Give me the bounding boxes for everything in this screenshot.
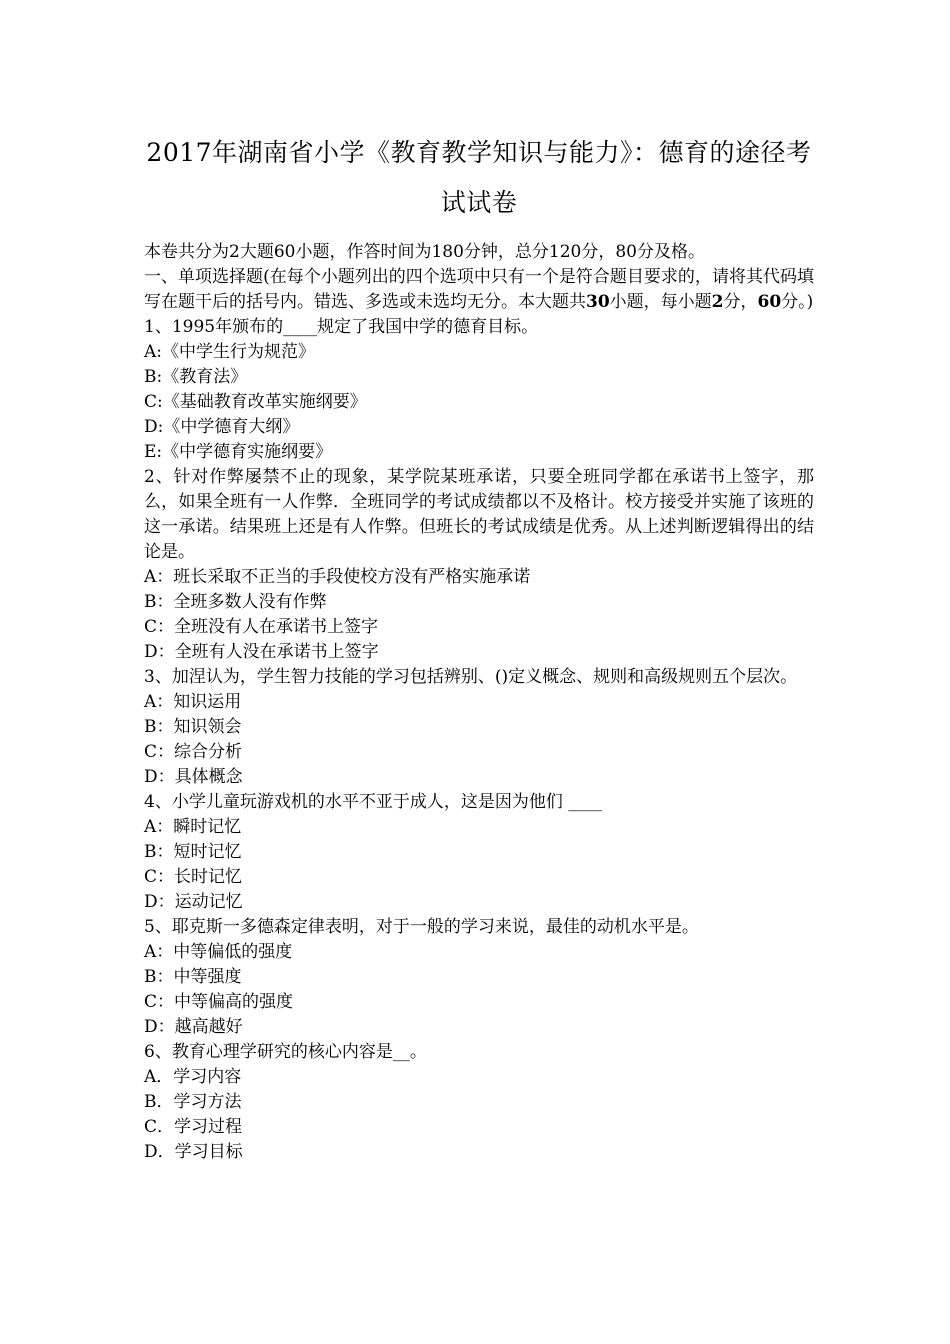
document-body bbox=[144, 240, 814, 1165]
question-option: B：中等强度 bbox=[144, 967, 242, 987]
question-option: D：全班有人没在承诺书上签字 bbox=[144, 642, 379, 662]
section-heading bbox=[144, 265, 814, 315]
question-stem: 3、加涅认为，学生智力技能的学习包括辨别、()定义概念、规则和高级规则五个层次。 bbox=[144, 667, 798, 687]
question-6 bbox=[144, 1040, 814, 1165]
question-option: A：中等偏低的强度 bbox=[144, 942, 293, 962]
question-option: D．学习目标 bbox=[144, 1142, 243, 1162]
question-2 bbox=[144, 465, 814, 665]
question-4 bbox=[144, 790, 814, 915]
question-5 bbox=[144, 915, 814, 1040]
question-option: C：中等偏高的强度 bbox=[144, 992, 294, 1012]
question-option: B．学习方法 bbox=[144, 1092, 242, 1112]
title-line-2: 试试卷 bbox=[440, 188, 518, 217]
question-stem: 4、小学儿童玩游戏机的水平不亚于成人，这是因为他们 ____ bbox=[144, 792, 603, 812]
question-option: C:《基础教育改革实施纲要》 bbox=[144, 392, 367, 412]
question-option: E:《中学德育实施纲要》 bbox=[144, 442, 333, 462]
question-option: C：长时记忆 bbox=[144, 867, 243, 887]
section-question-count: 30 bbox=[586, 292, 610, 312]
question-option: A：班长采取不正当的手段使校方没有严格实施承诺 bbox=[144, 567, 531, 587]
question-option: C：全班没有人在承诺书上签字 bbox=[144, 617, 379, 637]
question-option: B：知识领会 bbox=[144, 717, 242, 737]
document-title bbox=[144, 128, 814, 228]
section-heading-text-3: 分， bbox=[723, 292, 758, 312]
question-stem: 6、教育心理学研究的核心内容是__。 bbox=[144, 1042, 427, 1062]
question-option: D:《中学德育大纲》 bbox=[144, 417, 300, 437]
question-1 bbox=[144, 315, 814, 465]
section-question-score: 2 bbox=[711, 292, 724, 312]
question-list bbox=[144, 315, 814, 1165]
question-option: A:《中学生行为规范》 bbox=[144, 342, 316, 362]
question-option: C：综合分析 bbox=[144, 742, 243, 762]
question-stem: 2、针对作弊屡禁不止的现象，某学院某班承诺，只要全班同学都在承诺书上签字，那么，如果全班有一人作弊．全班同学的考试成绩都以不及格计。校方接受并实施了该班的这一承诺。结果班上还是有人作弊。但班长的考试成绩是优秀。从上述判断逻辑得出的结论是。 bbox=[144, 467, 814, 562]
question-option: B：全班多数人没有作弊 bbox=[144, 592, 327, 612]
section-heading-text-4: 分。) bbox=[781, 292, 814, 312]
question-option: A：知识运用 bbox=[144, 692, 242, 712]
title-line-1: 2017年湖南省小学《教育教学知识与能力》：德育的途径考 bbox=[146, 138, 812, 167]
exam-intro: 本卷共分为2大题60小题，作答时间为180分钟，总分120分，80分及格。 bbox=[144, 242, 705, 262]
question-option: A：瞬时记忆 bbox=[144, 817, 242, 837]
question-option: B：短时记忆 bbox=[144, 842, 242, 862]
question-option: D：运动记忆 bbox=[144, 892, 243, 912]
question-option: B:《教育法》 bbox=[144, 367, 248, 387]
question-3 bbox=[144, 665, 814, 790]
question-stem: 1、1995年颁布的____规定了我国中学的德育目标。 bbox=[144, 317, 539, 337]
document-page bbox=[144, 128, 814, 1165]
section-heading-text-1: 一、单项选择题(在每个小题列出的四个选项中只有一个是符合题目要求的，请将其代码填写在题干后的括号内。错选、多选或未选均无分。本大题共 bbox=[144, 267, 814, 312]
question-stem: 5、耶克斯一多德森定律表明，对于一般的学习来说，最佳的动机水平是。 bbox=[144, 917, 699, 937]
question-option: C．学习过程 bbox=[144, 1117, 243, 1137]
question-option: A．学习内容 bbox=[144, 1067, 242, 1087]
question-option: D：越高越好 bbox=[144, 1017, 243, 1037]
section-heading-text-2: 小题，每小题 bbox=[609, 292, 712, 312]
section-total-score: 60 bbox=[757, 292, 782, 312]
question-option: D：具体概念 bbox=[144, 767, 243, 787]
